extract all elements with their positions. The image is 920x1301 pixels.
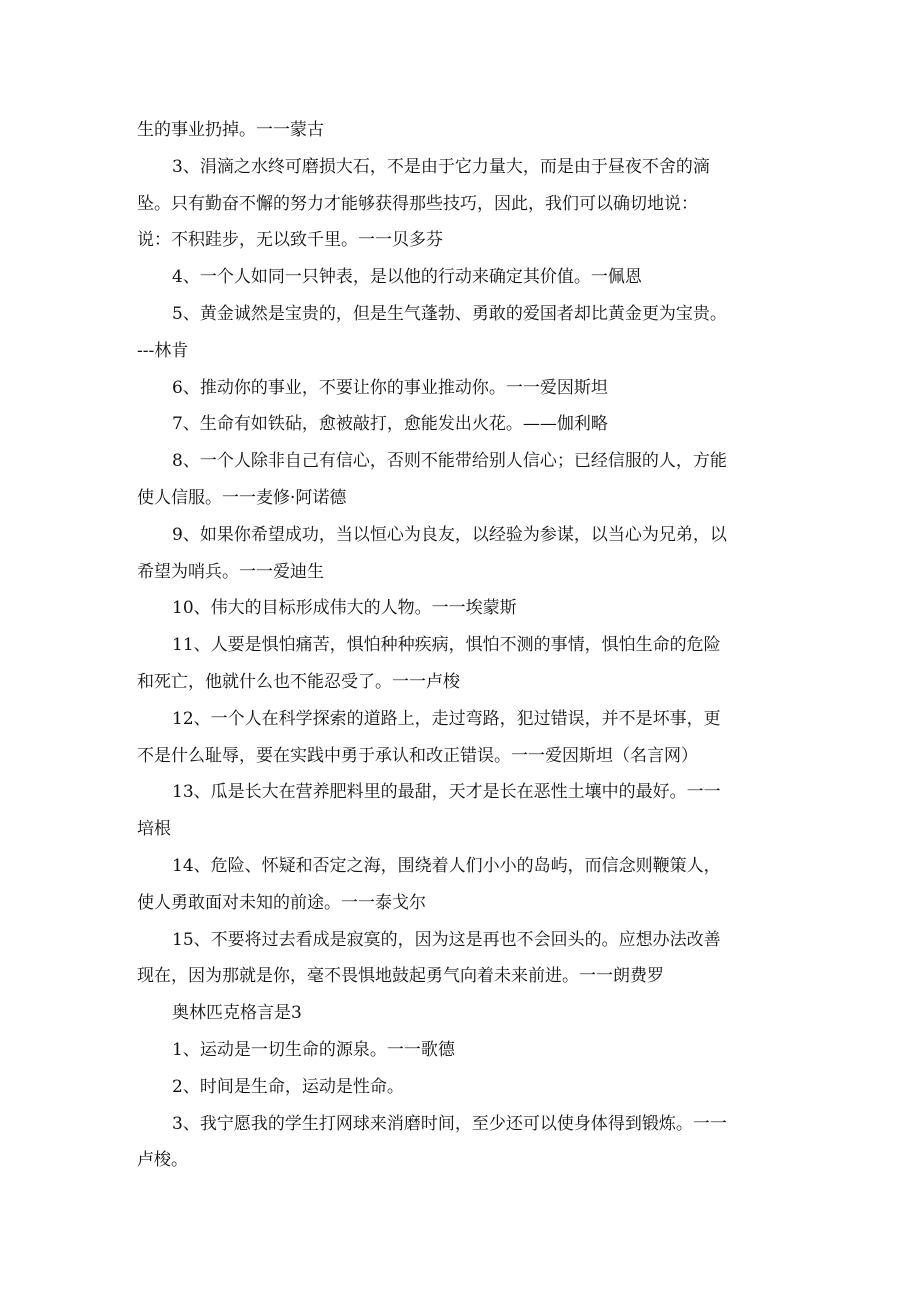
text-line: ---林肯	[137, 340, 189, 361]
text-line: 现在，因为那就是你，毫不畏惧地鼓起勇气向着未来前进。一一朗费罗	[137, 966, 664, 987]
text-line: 4、一个人如同一只钟表，是以他的行动来确定其价值。一佩恩	[172, 267, 642, 288]
text-line: 9、如果你希望成功，当以恒心为良友，以经验为参谋，以当心为兄弟，以	[172, 524, 727, 545]
text-line: 使人勇敢面对未知的前途。一一泰戈尔	[137, 892, 426, 913]
text-line: 卢梭。	[137, 1150, 188, 1171]
text-line: 2、时间是生命，运动是性命。	[172, 1076, 404, 1097]
text-line: 5、黄金诚然是宝贵的，但是生气蓬勃、勇敢的爱国者却比黄金更为宝贵。	[172, 303, 727, 324]
text-line: 说：不积跬步，无以致千里。一一贝多芬	[137, 230, 443, 251]
text-line: 希望为哨兵。一一爱迪生	[137, 561, 324, 582]
text-line: 坠。只有勤奋不懈的努力才能够获得那些技巧，因此，我们可以确切地说：	[137, 193, 698, 214]
text-line: 6、推动你的事业，不要让你的事业推动你。一一爱因斯坦	[172, 377, 608, 398]
text-line: 3、我宁愿我的学生打网球来消磨时间，至少还可以使身体得到锻炼。一一	[172, 1113, 727, 1134]
document-body	[137, 112, 787, 1179]
text-line: 12、一个人在科学探索的道路上，走过弯路，犯过错误，并不是坏事，更	[172, 708, 721, 729]
text-line: 8、一个人除非自己有信心，否则不能带给别人信心；已经信服的人，方能	[172, 451, 727, 472]
text-line: 培根	[137, 819, 171, 840]
text-line: 使人信服。一一麦修·阿诺德	[137, 487, 347, 508]
text-line: 生的事业扔掉。一一蒙古	[137, 120, 324, 140]
text-line: 1、运动是一切生命的源泉。一一歌德	[172, 1039, 455, 1060]
text-line: 10、伟大的目标形成伟大的人物。一一埃蒙斯	[172, 598, 517, 619]
text-line: 3、涓滴之水终可磨损大石，不是由于它力量大，而是由于昼夜不舍的滴	[172, 156, 710, 177]
text-line: 11、人要是惧怕痛苦，惧怕种种疾病，惧怕不测的事情，惧怕生命的危险	[172, 635, 721, 656]
text-line: 不是什么耻辱，要在实践中勇于承认和改正错误。一一爱因斯坦（名言网）	[137, 745, 698, 766]
text-line: 13、瓜是长大在营养肥料里的最甜，天才是长在恶性土壤中的最好。一一	[172, 782, 721, 803]
text-line: 奥林匹克格言是3	[172, 1003, 302, 1024]
text-line: 14、危险、怀疑和否定之海，围绕着人们小小的岛屿，而信念则鞭策人，	[172, 855, 721, 876]
text-line: 7、生命有如铁砧，愈被敲打，愈能发出火花。——伽利略	[172, 414, 608, 435]
text-line: 和死亡，他就什么也不能忍受了。一一卢梭	[137, 671, 460, 692]
text-line: 15、不要将过去看成是寂寞的，因为这是再也不会回头的。应想办法改善	[172, 929, 721, 950]
